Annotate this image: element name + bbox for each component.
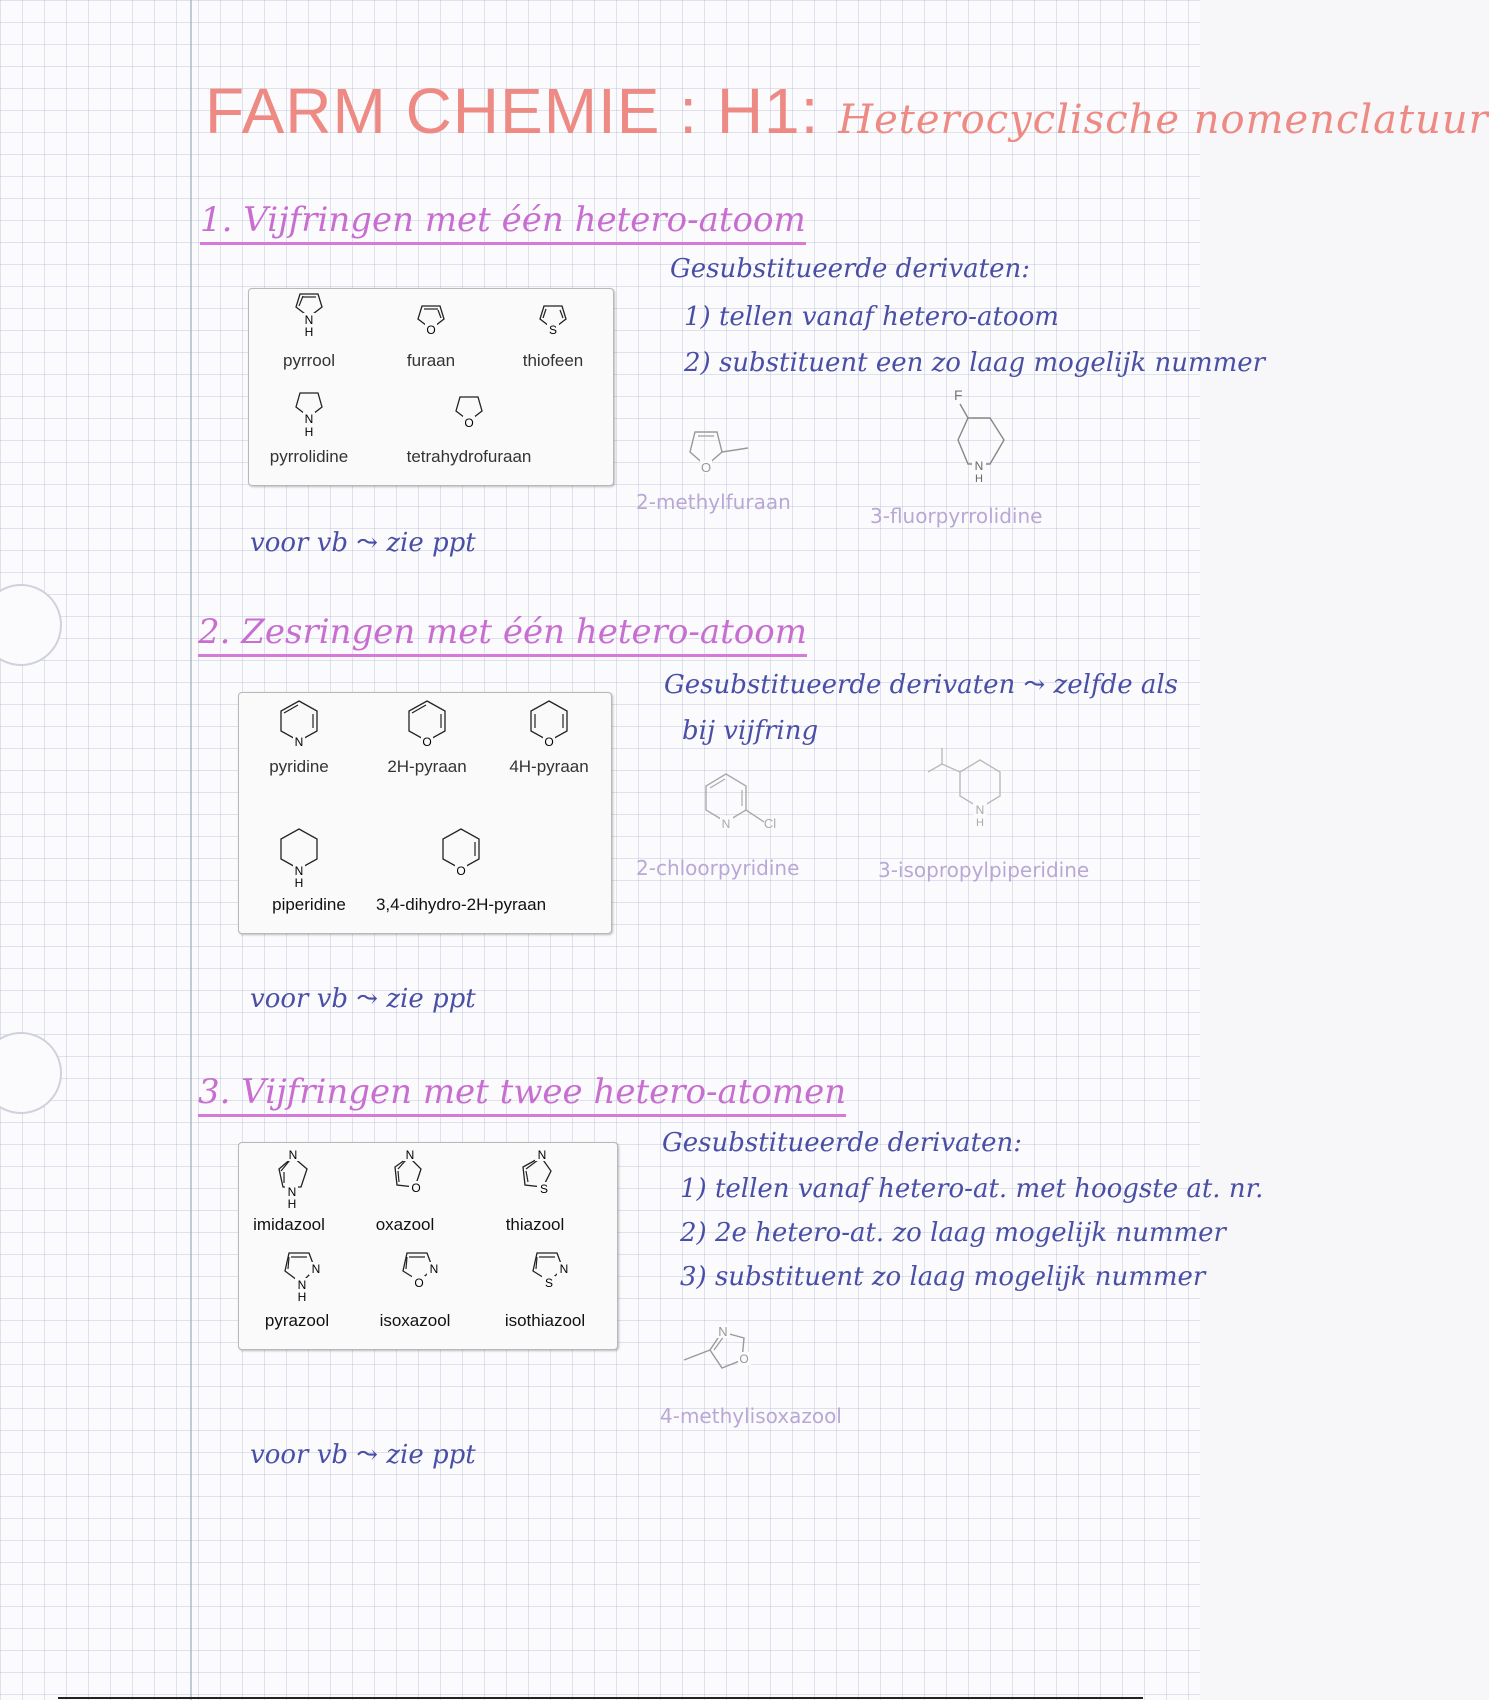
- atom-label: O: [544, 735, 554, 749]
- compound-pyrrolidine: [249, 387, 369, 467]
- section-2-heading: 2. Zesringen met één hetero-atoom: [198, 612, 807, 657]
- thiofeen-structure: [523, 291, 583, 345]
- pyrrolidine-structure: [279, 387, 339, 445]
- page-title: FARM CHEMIE : H1: Heterocyclische nomenclatuur: [205, 75, 1489, 147]
- example-3-fluorpyrrolidine-structure: [942, 386, 1032, 496]
- compound-tetrahydrofuraan: [399, 387, 539, 467]
- example-label: 2-chloorpyridine: [636, 856, 800, 880]
- piperidine-structure: [269, 827, 329, 895]
- section-2-note-title: Gesubstitueerde derivaten ⤳ zelfde als: [664, 670, 1179, 700]
- oxazool-structure: [375, 1145, 435, 1211]
- atom-label: N: [537, 1148, 547, 1162]
- atom-label: N: [311, 1262, 321, 1276]
- atom-label: H: [975, 473, 983, 485]
- compound-label: pyrrool: [283, 351, 335, 370]
- atom-label: O: [422, 735, 432, 749]
- atom-label: N: [974, 459, 984, 473]
- dihydropyraan-structure: [431, 827, 491, 895]
- atom-label: H: [304, 325, 314, 339]
- pyridine-structure: [269, 695, 329, 753]
- compound-label: isoxazool: [379, 1311, 451, 1330]
- example-label: 3-isopropylpiperidine: [878, 858, 1090, 882]
- atom-label: O: [700, 460, 712, 475]
- atom-label: N: [288, 1148, 298, 1162]
- margin-line: [190, 0, 192, 1700]
- compound-label: pyrazool: [264, 1311, 330, 1330]
- compound-label: thiazool: [505, 1215, 565, 1234]
- atom-label: N: [975, 803, 985, 817]
- compound-imidazool: [229, 1145, 349, 1235]
- punch-hole: [0, 1032, 62, 1114]
- section-3-compound-box: [238, 1142, 618, 1350]
- atom-label: O: [411, 1181, 421, 1195]
- example-label: 4-methylisoxazool: [660, 1404, 842, 1428]
- atom-label: N: [721, 817, 731, 831]
- atom-label: N: [304, 313, 314, 327]
- atom-label: H: [287, 1197, 297, 1211]
- section-1-rule: 2) substituent een zo laag mogelijk nummer: [684, 348, 1266, 378]
- section-1-compound-box: [248, 288, 614, 486]
- atom-label: H: [304, 425, 314, 439]
- section-3-rule: 1) tellen vanaf hetero-at. met hoogste at. nr.: [680, 1174, 1264, 1204]
- 4h-pyraan-structure: [519, 695, 579, 753]
- atom-label: O: [414, 1276, 424, 1290]
- isothiazool-structure: [515, 1245, 575, 1309]
- compound-furaan: [371, 291, 491, 371]
- atom-label: N: [294, 735, 304, 749]
- compound-label: thiofeen: [522, 351, 584, 370]
- section-3-rule: 2) 2e hetero-at. zo laag mogelijk nummer: [680, 1218, 1226, 1248]
- compound-oxazool: [345, 1145, 465, 1235]
- compound-3-4-dihydro-2h-pyraan: [361, 827, 561, 915]
- atom-label: H: [976, 817, 984, 829]
- compound-pyridine: [239, 695, 359, 777]
- compound-label: pyridine: [269, 757, 329, 776]
- atom-label: N: [718, 1324, 728, 1339]
- atom-label: O: [426, 323, 436, 337]
- title-sub: Heterocyclische nomenclatuur: [838, 97, 1489, 143]
- atom-label: N: [429, 1262, 439, 1276]
- page-bottom-edge: [58, 1697, 1143, 1699]
- see-ppt-note: voor vb ⤳ zie ppt: [250, 528, 476, 558]
- section-1-heading: 1. Vijfringen met één hetero-atoom: [200, 200, 806, 245]
- compound-thiazool: [475, 1145, 595, 1235]
- atom-label: N: [559, 1262, 569, 1276]
- compound-label: piperidine: [272, 895, 346, 914]
- section-3-rule: 3) substituent zo laag mogelijk nummer: [680, 1262, 1206, 1292]
- atom-label: S: [539, 1182, 549, 1196]
- section-2-compound-box: [238, 692, 612, 934]
- compound-label: furaan: [406, 351, 456, 370]
- pyrrool-structure: [279, 291, 339, 345]
- atom-label: H: [297, 1290, 307, 1304]
- section-1-note-title: Gesubstitueerde derivaten:: [670, 254, 1030, 284]
- compound-isothiazool: [485, 1245, 605, 1331]
- isoxazool-structure: [385, 1245, 445, 1309]
- compound-thiofeen: [493, 291, 613, 371]
- pyrazool-structure: [267, 1245, 327, 1309]
- atom-label: Cl: [763, 816, 777, 831]
- example-2-methylfuraan-structure: [676, 412, 756, 482]
- compound-label: oxazool: [375, 1215, 435, 1234]
- atom-label: N: [304, 412, 314, 426]
- example-2-chloorpyridine-structure: [696, 766, 796, 846]
- atom-label: O: [739, 1352, 749, 1366]
- section-3-note-title: Gesubstitueerde derivaten:: [662, 1128, 1022, 1158]
- 2h-pyraan-structure: [397, 695, 457, 753]
- imidazool-structure: [259, 1145, 319, 1211]
- compound-label: tetrahydrofuraan: [406, 447, 532, 466]
- compound-label: 4H-pyraan: [509, 757, 589, 776]
- see-ppt-note: voor vb ⤳ zie ppt: [250, 984, 476, 1014]
- see-ppt-note: voor vb ⤳ zie ppt: [250, 1440, 476, 1470]
- compound-2h-pyraan: [367, 695, 487, 777]
- atom-label: N: [297, 1278, 307, 1292]
- compound-pyrazool: [237, 1245, 357, 1331]
- section-2-note-title-2: bij vijfring: [682, 716, 819, 746]
- atom-label: O: [464, 416, 474, 430]
- compound-pyrrool: [249, 291, 369, 371]
- example-label: 3-fluorpyrrolidine: [870, 504, 1043, 528]
- compound-label: imidazool: [253, 1215, 325, 1234]
- example-3-isopropylpiperidine-structure: [926, 742, 1036, 842]
- atom-label: N: [287, 1185, 297, 1199]
- compound-isoxazool: [355, 1245, 475, 1331]
- atom-label: N: [405, 1148, 415, 1162]
- title-main: FARM CHEMIE : H1: [205, 75, 801, 147]
- compound-4h-pyraan: [489, 695, 609, 777]
- section-3-heading: 3. Vijfringen met twee hetero-atomen: [198, 1072, 846, 1117]
- atom-label: N: [294, 864, 304, 878]
- compound-label: pyrrolidine: [269, 447, 349, 466]
- thiazool-structure: [505, 1145, 565, 1211]
- furaan-structure: [401, 291, 461, 345]
- atom-label: O: [456, 864, 466, 878]
- compound-label: 2H-pyraan: [387, 757, 467, 776]
- punch-hole: [0, 584, 62, 666]
- tetrahydrofuraan-structure: [439, 387, 499, 445]
- compound-label: 3,4-dihydro-2H-pyraan: [375, 895, 547, 914]
- example-4-methylisoxazool-structure: [672, 1316, 782, 1396]
- atom-label: H: [294, 876, 304, 890]
- atom-label: S: [544, 1276, 554, 1290]
- section-1-rule: 1) tellen vanaf hetero-atoom: [684, 302, 1059, 332]
- compound-piperidine: [239, 827, 359, 915]
- compound-label: isothiazool: [504, 1311, 586, 1330]
- example-label: 2-methylfuraan: [636, 490, 791, 514]
- atom-label: S: [548, 323, 558, 337]
- atom-label: F: [954, 387, 963, 403]
